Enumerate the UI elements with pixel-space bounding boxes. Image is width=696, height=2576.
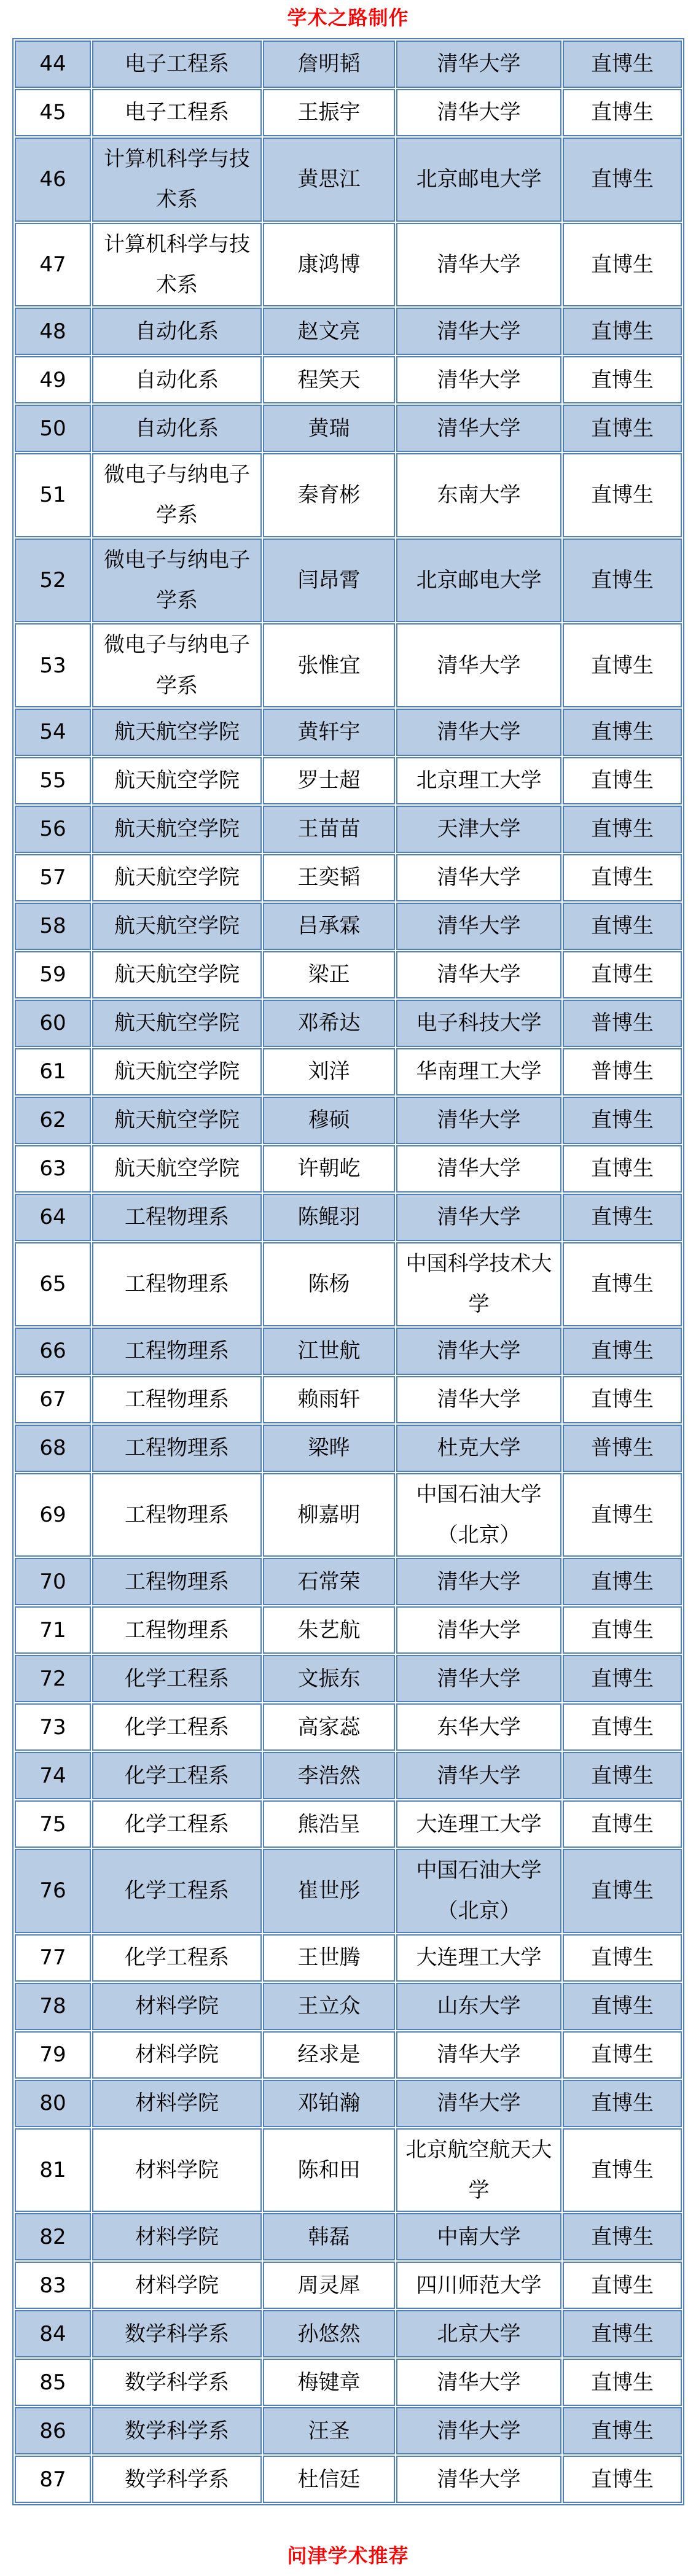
cell-no: 68 — [15, 1425, 91, 1472]
cell-name: 陈鲲羽 — [263, 1194, 395, 1241]
cell-university: 清华大学 — [396, 308, 561, 355]
table-row — [15, 1473, 682, 1557]
cell-type: 直博生 — [563, 757, 682, 804]
cell-no: 46 — [15, 138, 91, 222]
cell-no: 78 — [15, 1983, 91, 2030]
cell-name: 秦育彬 — [263, 453, 395, 537]
cell-type: 普博生 — [563, 1048, 682, 1095]
cell-type: 直博生 — [563, 1655, 682, 1702]
cell-type: 直博生 — [563, 2407, 682, 2454]
cell-no: 55 — [15, 757, 91, 804]
cell-type: 直博生 — [563, 1752, 682, 1799]
cell-name: 许朝屹 — [263, 1145, 395, 1193]
cell-name: 周灵犀 — [263, 2262, 395, 2309]
cell-name: 文振东 — [263, 1655, 395, 1702]
table-row — [15, 356, 682, 403]
cell-no: 49 — [15, 356, 91, 403]
cell-type: 直博生 — [563, 1703, 682, 1751]
cell-university: 清华大学 — [396, 2359, 561, 2406]
cell-no: 54 — [15, 709, 91, 756]
cell-type: 直博生 — [563, 223, 682, 307]
cell-university: 大连理工大学 — [396, 1934, 561, 1982]
cell-university: 电子科技大学 — [396, 1000, 561, 1047]
cell-name: 王立众 — [263, 1983, 395, 2030]
cell-type: 直博生 — [563, 2080, 682, 2127]
cell-name: 王奕韬 — [263, 854, 395, 901]
table-row — [15, 2359, 682, 2406]
cell-type: 直博生 — [563, 854, 682, 901]
cell-dept: 工程物理系 — [92, 1328, 262, 1375]
cell-no: 50 — [15, 405, 91, 452]
cell-dept: 化学工程系 — [92, 1849, 262, 1933]
cell-dept: 数学科学系 — [92, 2407, 262, 2454]
cell-name: 张惟宜 — [263, 623, 395, 707]
cell-type: 直博生 — [563, 1242, 682, 1326]
cell-dept: 化学工程系 — [92, 1752, 262, 1799]
cell-name: 罗士超 — [263, 757, 395, 804]
cell-name: 梅键章 — [263, 2359, 395, 2406]
cell-dept: 电子工程系 — [92, 89, 262, 136]
table-row — [15, 1703, 682, 1751]
cell-type: 直博生 — [563, 2456, 682, 2503]
cell-type: 直博生 — [563, 623, 682, 707]
cell-name: 李浩然 — [263, 1752, 395, 1799]
table-row — [15, 1145, 682, 1193]
cell-university: 北京邮电大学 — [396, 539, 561, 623]
cell-name: 康鸿博 — [263, 223, 395, 307]
table-row — [15, 308, 682, 355]
cell-no: 45 — [15, 89, 91, 136]
cell-university: 清华大学 — [396, 709, 561, 756]
cell-type: 直博生 — [563, 2310, 682, 2357]
cell-no: 84 — [15, 2310, 91, 2357]
table-row — [15, 2031, 682, 2079]
table-row — [15, 2310, 682, 2357]
cell-dept: 数学科学系 — [92, 2310, 262, 2357]
cell-no: 81 — [15, 2128, 91, 2212]
cell-no: 72 — [15, 1655, 91, 1702]
cell-name: 朱艺航 — [263, 1606, 395, 1654]
table-row — [15, 623, 682, 707]
table-row — [15, 1558, 682, 1605]
cell-name: 韩磊 — [263, 2213, 395, 2260]
table-row — [15, 1934, 682, 1982]
table-row — [15, 2456, 682, 2503]
cell-type: 直博生 — [563, 453, 682, 537]
cell-no: 66 — [15, 1328, 91, 1375]
cell-no: 59 — [15, 951, 91, 998]
cell-no: 85 — [15, 2359, 91, 2406]
cell-dept: 材料学院 — [92, 2031, 262, 2079]
cell-university: 清华大学 — [396, 41, 561, 88]
cell-university: 四川师范大学 — [396, 2262, 561, 2309]
cell-no: 61 — [15, 1048, 91, 1095]
cell-type: 直博生 — [563, 138, 682, 222]
cell-name: 黄轩宇 — [263, 709, 395, 756]
cell-type: 直博生 — [563, 1328, 682, 1375]
cell-university: 清华大学 — [396, 623, 561, 707]
cell-name: 赵文亮 — [263, 308, 395, 355]
cell-university: 清华大学 — [396, 1655, 561, 1702]
cell-type: 直博生 — [563, 539, 682, 623]
cell-type: 直博生 — [563, 1983, 682, 2030]
cell-no: 51 — [15, 453, 91, 537]
cell-type: 直博生 — [563, 2262, 682, 2309]
cell-type: 直博生 — [563, 1376, 682, 1423]
cell-type: 直博生 — [563, 41, 682, 88]
cell-name: 王苗苗 — [263, 806, 395, 853]
cell-name: 邓铂瀚 — [263, 2080, 395, 2127]
cell-type: 直博生 — [563, 1145, 682, 1193]
cell-dept: 航天航空学院 — [92, 1000, 262, 1047]
cell-no: 44 — [15, 41, 91, 88]
cell-university: 清华大学 — [396, 1145, 561, 1193]
cell-university: 清华大学 — [396, 1328, 561, 1375]
cell-name: 闫昂霄 — [263, 539, 395, 623]
table-row — [15, 2262, 682, 2309]
footer-title: 问津学术推荐 — [287, 2544, 409, 2568]
cell-no: 65 — [15, 1242, 91, 1326]
cell-name: 詹明韬 — [263, 41, 395, 88]
cell-type: 直博生 — [563, 405, 682, 452]
cell-no: 79 — [15, 2031, 91, 2079]
table-body — [15, 41, 682, 2503]
cell-type: 直博生 — [563, 2213, 682, 2260]
cell-no: 77 — [15, 1934, 91, 1982]
cell-no: 83 — [15, 2262, 91, 2309]
cell-no: 70 — [15, 1558, 91, 1605]
cell-name: 经求是 — [263, 2031, 395, 2079]
cell-university: 中南大学 — [396, 2213, 561, 2260]
cell-name: 赖雨轩 — [263, 1376, 395, 1423]
cell-no: 86 — [15, 2407, 91, 2454]
cell-name: 熊浩呈 — [263, 1800, 395, 1848]
cell-type: 直博生 — [563, 1849, 682, 1933]
table-row — [15, 1752, 682, 1799]
cell-university: 清华大学 — [396, 405, 561, 452]
table-row — [15, 757, 682, 804]
cell-type: 直博生 — [563, 709, 682, 756]
cell-dept: 航天航空学院 — [92, 951, 262, 998]
cell-dept: 计算机科学与技术系 — [92, 138, 262, 222]
table-row — [15, 951, 682, 998]
cell-name: 刘洋 — [263, 1048, 395, 1095]
cell-dept: 材料学院 — [92, 2262, 262, 2309]
cell-type: 直博生 — [563, 2128, 682, 2212]
cell-no: 69 — [15, 1473, 91, 1557]
cell-name: 陈和田 — [263, 2128, 395, 2212]
cell-dept: 材料学院 — [92, 1983, 262, 2030]
cell-no: 82 — [15, 2213, 91, 2260]
cell-dept: 航天航空学院 — [92, 709, 262, 756]
cell-no: 62 — [15, 1097, 91, 1144]
cell-type: 直博生 — [563, 806, 682, 853]
cell-university: 清华大学 — [396, 2080, 561, 2127]
cell-dept: 电子工程系 — [92, 41, 262, 88]
table-row — [15, 1000, 682, 1047]
cell-type: 直博生 — [563, 1194, 682, 1241]
cell-type: 直博生 — [563, 1473, 682, 1557]
page-title: 学术之路制作 — [287, 6, 409, 29]
cell-no: 60 — [15, 1000, 91, 1047]
cell-university: 清华大学 — [396, 89, 561, 136]
cell-type: 直博生 — [563, 1606, 682, 1654]
cell-university: 北京邮电大学 — [396, 138, 561, 222]
cell-university: 中国科学技术大学 — [396, 1242, 561, 1326]
cell-dept: 航天航空学院 — [92, 903, 262, 950]
cell-type: 直博生 — [563, 1558, 682, 1605]
cell-university: 清华大学 — [396, 1194, 561, 1241]
cell-name: 黄瑞 — [263, 405, 395, 452]
cell-dept: 数学科学系 — [92, 2359, 262, 2406]
cell-university: 清华大学 — [396, 223, 561, 307]
cell-name: 邓希达 — [263, 1000, 395, 1047]
cell-dept: 工程物理系 — [92, 1558, 262, 1605]
cell-university: 清华大学 — [396, 1558, 561, 1605]
cell-university: 清华大学 — [396, 2456, 561, 2503]
cell-name: 穆硕 — [263, 1097, 395, 1144]
cell-name: 石常荣 — [263, 1558, 395, 1605]
table-row — [15, 138, 682, 222]
cell-no: 87 — [15, 2456, 91, 2503]
cell-dept: 化学工程系 — [92, 1703, 262, 1751]
cell-university: 北京大学 — [396, 2310, 561, 2357]
cell-no: 76 — [15, 1849, 91, 1933]
cell-no: 80 — [15, 2080, 91, 2127]
table-row — [15, 854, 682, 901]
cell-type: 直博生 — [563, 903, 682, 950]
table-row — [15, 2213, 682, 2260]
cell-dept: 工程物理系 — [92, 1473, 262, 1557]
cell-type: 普博生 — [563, 1000, 682, 1047]
table-row — [15, 1425, 682, 1472]
cell-name: 杜信廷 — [263, 2456, 395, 2503]
cell-type: 直博生 — [563, 1934, 682, 1982]
cell-no: 56 — [15, 806, 91, 853]
cell-no: 47 — [15, 223, 91, 307]
table-row — [15, 1849, 682, 1933]
table-row — [15, 1800, 682, 1848]
cell-dept: 航天航空学院 — [92, 1097, 262, 1144]
cell-university: 清华大学 — [396, 854, 561, 901]
cell-university: 清华大学 — [396, 2031, 561, 2079]
cell-type: 直博生 — [563, 1800, 682, 1848]
cell-name: 王世腾 — [263, 1934, 395, 1982]
cell-no: 53 — [15, 623, 91, 707]
cell-name: 孙悠然 — [263, 2310, 395, 2357]
cell-university: 杜克大学 — [396, 1425, 561, 1472]
cell-no: 52 — [15, 539, 91, 623]
cell-university: 大连理工大学 — [396, 1800, 561, 1848]
cell-type: 直博生 — [563, 1097, 682, 1144]
cell-no: 74 — [15, 1752, 91, 1799]
cell-dept: 航天航空学院 — [92, 1145, 262, 1193]
cell-no: 67 — [15, 1376, 91, 1423]
table-row — [15, 453, 682, 537]
cell-university: 清华大学 — [396, 1097, 561, 1144]
table-row — [15, 1048, 682, 1095]
cell-university: 北京航空航天大学 — [396, 2128, 561, 2212]
cell-university: 清华大学 — [396, 1606, 561, 1654]
cell-university: 清华大学 — [396, 2407, 561, 2454]
cell-name: 崔世彤 — [263, 1849, 395, 1933]
cell-dept: 工程物理系 — [92, 1425, 262, 1472]
cell-dept: 材料学院 — [92, 2128, 262, 2212]
cell-name: 陈杨 — [263, 1242, 395, 1326]
cell-dept: 数学科学系 — [92, 2456, 262, 2503]
table-row — [15, 89, 682, 136]
cell-type: 直博生 — [563, 308, 682, 355]
cell-no: 63 — [15, 1145, 91, 1193]
cell-no: 75 — [15, 1800, 91, 1848]
cell-name: 汪圣 — [263, 2407, 395, 2454]
table-row — [15, 709, 682, 756]
table-row — [15, 223, 682, 307]
cell-dept: 微电子与纳电子学系 — [92, 623, 262, 707]
cell-no: 58 — [15, 903, 91, 950]
cell-name: 梁正 — [263, 951, 395, 998]
table-row — [15, 1606, 682, 1654]
table-row — [15, 1983, 682, 2030]
cell-dept: 自动化系 — [92, 308, 262, 355]
cell-dept: 自动化系 — [92, 405, 262, 452]
cell-dept: 航天航空学院 — [92, 1048, 262, 1095]
cell-dept: 工程物理系 — [92, 1376, 262, 1423]
cell-university: 华南理工大学 — [396, 1048, 561, 1095]
table-row — [15, 1655, 682, 1702]
cell-type: 直博生 — [563, 89, 682, 136]
table-row — [15, 2128, 682, 2212]
cell-dept: 化学工程系 — [92, 1800, 262, 1848]
cell-university: 东华大学 — [396, 1703, 561, 1751]
table-row — [15, 1328, 682, 1375]
cell-name: 柳嘉明 — [263, 1473, 395, 1557]
cell-type: 直博生 — [563, 2359, 682, 2406]
cell-type: 直博生 — [563, 356, 682, 403]
cell-no: 48 — [15, 308, 91, 355]
table-row — [15, 41, 682, 88]
cell-name: 梁晔 — [263, 1425, 395, 1472]
table-row — [15, 2080, 682, 2127]
cell-type: 直博生 — [563, 951, 682, 998]
cell-university: 中国石油大学（北京） — [396, 1473, 561, 1557]
cell-no: 64 — [15, 1194, 91, 1241]
cell-dept: 自动化系 — [92, 356, 262, 403]
cell-dept: 航天航空学院 — [92, 806, 262, 853]
cell-university: 天津大学 — [396, 806, 561, 853]
cell-name: 王振宇 — [263, 89, 395, 136]
cell-dept: 材料学院 — [92, 2213, 262, 2260]
cell-name: 江世航 — [263, 1328, 395, 1375]
cell-name: 高家蕊 — [263, 1703, 395, 1751]
cell-university: 清华大学 — [396, 903, 561, 950]
cell-university: 清华大学 — [396, 1376, 561, 1423]
cell-type: 普博生 — [563, 1425, 682, 1472]
cell-name: 黄思江 — [263, 138, 395, 222]
cell-university: 山东大学 — [396, 1983, 561, 2030]
cell-name: 程笑天 — [263, 356, 395, 403]
cell-dept: 微电子与纳电子学系 — [92, 539, 262, 623]
cell-university: 清华大学 — [396, 356, 561, 403]
cell-university: 东南大学 — [396, 453, 561, 537]
table-row — [15, 903, 682, 950]
cell-university: 中国石油大学（北京） — [396, 1849, 561, 1933]
cell-no: 73 — [15, 1703, 91, 1751]
table-row — [15, 1376, 682, 1423]
cell-dept: 航天航空学院 — [92, 757, 262, 804]
table-row — [15, 2407, 682, 2454]
table-row — [15, 806, 682, 853]
cell-name: 吕承霖 — [263, 903, 395, 950]
cell-no: 71 — [15, 1606, 91, 1654]
table-row — [15, 405, 682, 452]
cell-dept: 计算机科学与技术系 — [92, 223, 262, 307]
cell-dept: 材料学院 — [92, 2080, 262, 2127]
table-row — [15, 1242, 682, 1326]
cell-dept: 化学工程系 — [92, 1934, 262, 1982]
cell-university: 清华大学 — [396, 1752, 561, 1799]
cell-dept: 工程物理系 — [92, 1194, 262, 1241]
table-row — [15, 1194, 682, 1241]
table-row — [15, 1097, 682, 1144]
cell-type: 直博生 — [563, 2031, 682, 2079]
cell-dept: 工程物理系 — [92, 1242, 262, 1326]
cell-dept: 微电子与纳电子学系 — [92, 453, 262, 537]
cell-dept: 化学工程系 — [92, 1655, 262, 1702]
cell-university: 清华大学 — [396, 951, 561, 998]
cell-university: 北京理工大学 — [396, 757, 561, 804]
table-row — [15, 539, 682, 623]
cell-no: 57 — [15, 854, 91, 901]
cell-dept: 航天航空学院 — [92, 854, 262, 901]
cell-dept: 工程物理系 — [92, 1606, 262, 1654]
admissions-table — [12, 38, 684, 2505]
